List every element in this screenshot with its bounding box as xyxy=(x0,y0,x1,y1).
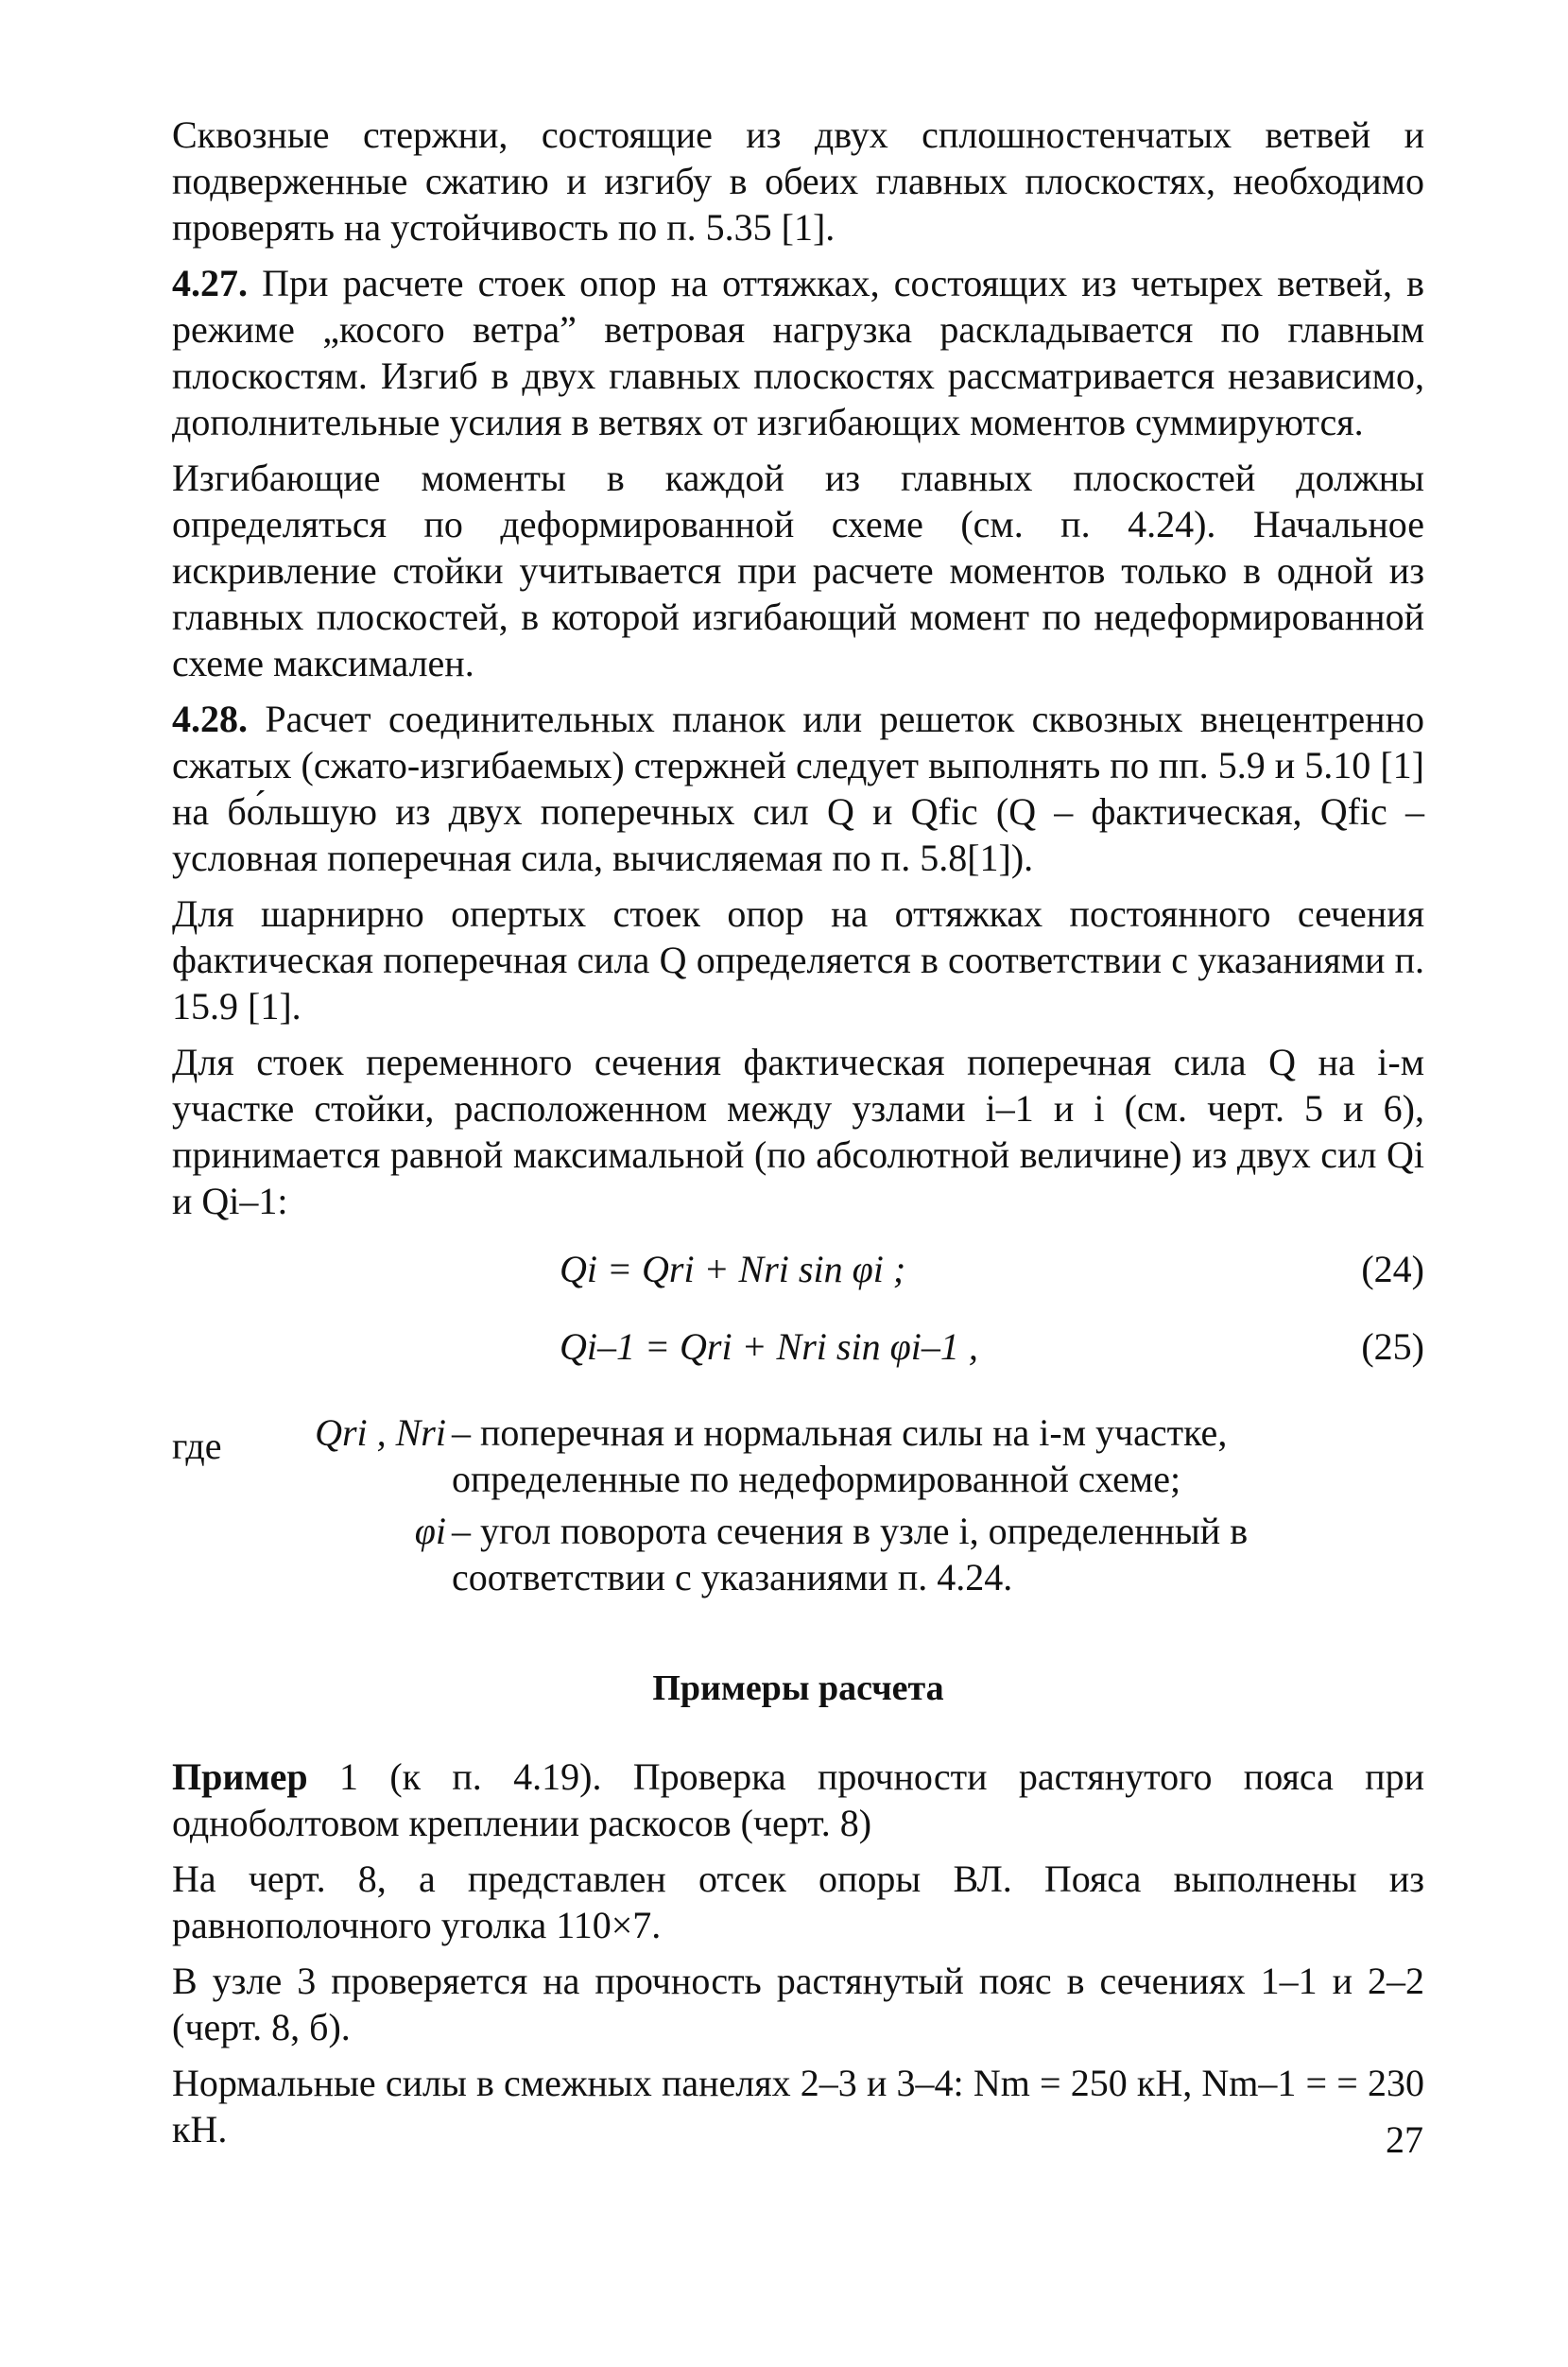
section-title: Примеры расчета xyxy=(652,1668,944,1708)
formula-25 xyxy=(172,1311,1424,1389)
paragraph-bending-moments: Изгибающие моменты в каждой из главных плоскостей должны определяться по деформированной схеме (см. п. 4.24). Начальное искривление стойки учитывается при расчете моментов только в одной из главных плоскостей, в которой изгибающий момент по недеформированной схеме максимален. xyxy=(172,457,1424,684)
formula-25-expression: Qi–1 = Qri + Nri sin φi–1 , xyxy=(560,1325,978,1368)
clause-number-4-27: 4.27. xyxy=(172,262,248,304)
definition-shear-normal xyxy=(172,1409,1424,1502)
where-label: где xyxy=(172,1425,222,1467)
clause-number-4-28: 4.28. xyxy=(172,698,248,740)
example-1-paragraph xyxy=(172,1754,1424,1846)
definition-rotation-angle xyxy=(172,1508,1424,1600)
example-label: Пример xyxy=(172,1755,308,1798)
clause-text-4-27: При расчете стоек опор на оттяжках, состоящих из четырех ветвей, в режиме „косого ветра” ветровая нагрузка раскладывается по главным плоскостям. Изгиб в двух главных плоскостях рассматривается независимо, дополнительные усилия в ветвях от изгибающих моментов суммируются. xyxy=(172,262,1424,443)
paragraph-4-28 xyxy=(172,696,1424,881)
definition-text: – угол поворота сечения в узле i, определенный в соответствии с указаниями п. 4.24. xyxy=(452,1510,1249,1598)
example-1-text: 1 (к п. 4.19). Проверка прочности растянутого пояса при однoболтовом креплении раскосов (черт. 8) xyxy=(172,1755,1424,1844)
definition-text: – поперечная и нормальная силы на i-м участке, определенные по недеформированной схеме; xyxy=(452,1411,1228,1500)
formula-24-number: (24) xyxy=(1361,1248,1424,1290)
formula-24 xyxy=(172,1234,1424,1311)
paragraph-4-27 xyxy=(172,260,1424,445)
where-block xyxy=(172,1409,1424,1600)
formula-24-expression: Qi = Qri + Nri sin φi ; xyxy=(560,1248,906,1290)
paragraph-hinged-columns: Для шарнирно опертых стоек опор на оттяжках постоянного сечения фактическая поперечная сила Q определяется в соответствии с указаниями п. 15.9 [1]. xyxy=(172,892,1424,1028)
page-number: 27 xyxy=(1386,2118,1423,2161)
example-node-paragraph: В узле 3 проверяется на прочность растянутый пояс в сечениях 1–1 и 2–2 (черт. 8, б). xyxy=(172,1960,1424,2048)
clause-text-4-28: Расчет соединительных планок или решеток сквозных внецентренно сжатых (сжато-изгибаемых) стержней следует выполнять по пп. 5.9 и 5.10 [1] на бо́льшую из двух поперечных сил Q и Qfic (Q – фактическая, Qfic – условная поперечная сила, вычисляемая по п. 5.8[1]). xyxy=(172,698,1424,879)
page-body xyxy=(172,112,1424,2162)
example-drawing-paragraph: На черт. 8, а представлен отсек опоры ВЛ. Пояса выполнены из равнополочного уголка 110×7. xyxy=(172,1857,1424,1946)
example-forces-paragraph: Нормальные силы в смежных панелях 2–3 и 3–4: Nm = 250 кН, Nm–1 = = 230 кН. xyxy=(172,2062,1424,2151)
paragraph-variable-section: Для стоек переменного сечения фактическая поперечная сила Q на i-м участке стойки, расположенном между узлами i–1 и i (см. черт. 5 и 6), принимается равной максимальной (по абсолютной величине) из двух сил Qi и Qi–1: xyxy=(172,1041,1424,1222)
paragraph-1: Сквозные стержни, состоящие из двух сплошностенчатых ветвей и подверженные сжатию и изгибу в обеих главных плоскостях, необходимо проверять на устойчивость по п. 5.35 [1]. xyxy=(172,113,1424,249)
definition-symbol: Qri , Nri xyxy=(315,1411,446,1454)
formula-25-number: (25) xyxy=(1361,1325,1424,1368)
definition-symbol: φi xyxy=(414,1510,446,1552)
